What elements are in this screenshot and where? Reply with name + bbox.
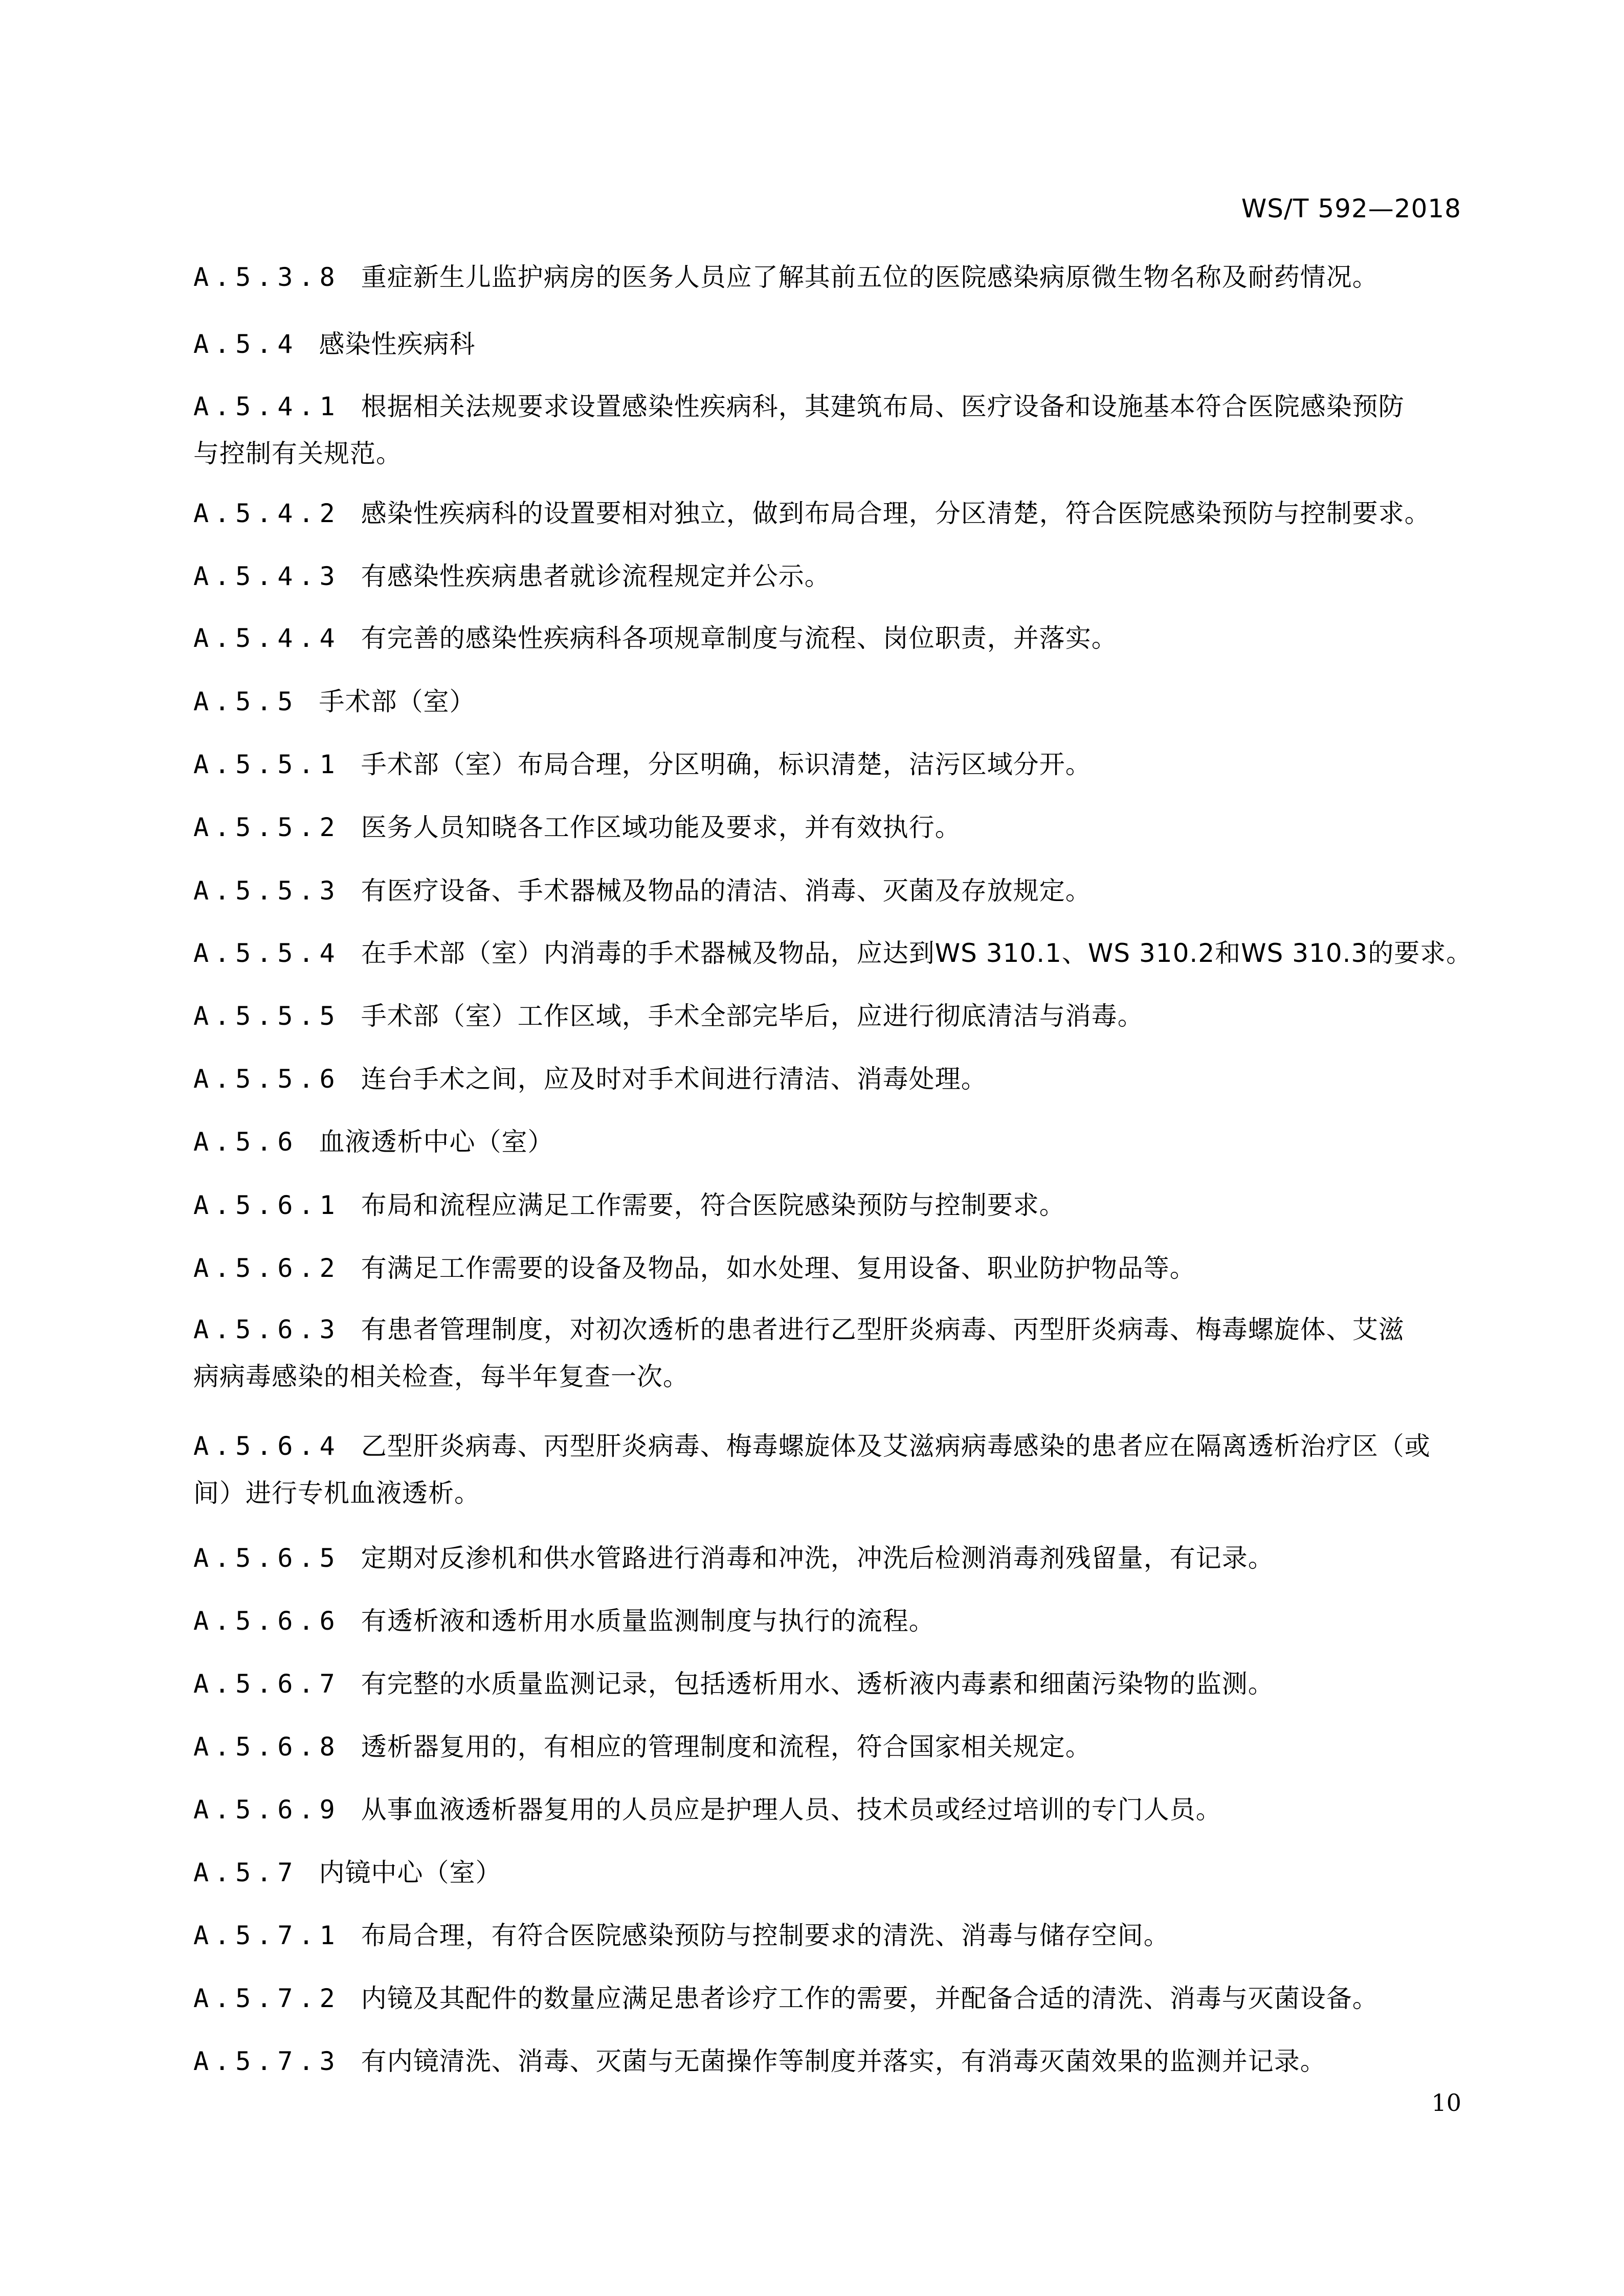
clause-a563 xyxy=(193,1306,1462,1400)
clause-text: 医务人员知晓各工作区域功能及要求，并有效执行。 xyxy=(361,813,961,842)
clause-number: A.5.5.4 xyxy=(193,938,341,968)
clause-number: A.5.6.9 xyxy=(193,1795,341,1825)
clause-a556 xyxy=(193,1055,1462,1102)
section-number: A.5.5 xyxy=(193,687,299,716)
clause-text: 有患者管理制度，对初次透析的患者进行乙型肝炎病毒、丙型肝炎病毒、梅毒螺旋体、艾滋 xyxy=(361,1315,1405,1344)
clause-number: A.5.7.3 xyxy=(193,2046,341,2076)
clause-text: 有完整的水质量监测记录，包括透析用水、透析液内毒素和细菌污染物的监测。 xyxy=(361,1669,1274,1699)
section-number: A.5.7 xyxy=(193,1858,299,1887)
section-heading-a54 xyxy=(193,321,1462,368)
section-heading-a56 xyxy=(193,1118,1462,1165)
clause-text: 有满足工作需要的设备及物品，如水处理、复用设备、职业防护物品等。 xyxy=(361,1253,1196,1283)
section-title: 血液透析中心（室） xyxy=(319,1127,554,1157)
clause-a569 xyxy=(193,1786,1462,1833)
clause-a567 xyxy=(193,1660,1462,1707)
clause-a565 xyxy=(193,1535,1462,1582)
clause-text: 内镜及其配件的数量应满足患者诊疗工作的需要，并配备合适的清洗、消毒与灭菌设备。 xyxy=(361,1984,1378,2013)
clause-text-continuation: 间）进行专机血液透析。 xyxy=(193,1478,480,1508)
clause-number: A.5.4.4 xyxy=(193,623,341,653)
section-heading-a55 xyxy=(193,678,1462,725)
clause-number: A.5.5.1 xyxy=(193,750,341,779)
clause-text: 乙型肝炎病毒、丙型肝炎病毒、梅毒螺旋体及艾滋病病毒感染的患者应在隔离透析治疗区（或 xyxy=(361,1431,1431,1461)
clause-number: A.5.4.2 xyxy=(193,499,341,528)
clause-number: A.5.5.2 xyxy=(193,813,341,842)
clause-text: 有透析液和透析用水质量监测制度与执行的流程。 xyxy=(361,1606,935,1636)
section-title: 感染性疾病科 xyxy=(319,329,476,359)
standard-code-header: WS/T 592—2018 xyxy=(1241,194,1461,223)
clause-number: A.5.6.1 xyxy=(193,1190,341,1220)
clause-a562 xyxy=(193,1245,1462,1292)
clause-a561 xyxy=(193,1182,1462,1229)
clause-text: 透析器复用的，有相应的管理制度和流程，符合国家相关规定。 xyxy=(361,1732,1092,1762)
clause-a542 xyxy=(193,490,1462,537)
clause-a573 xyxy=(193,2038,1462,2085)
clause-number: A.5.6.5 xyxy=(193,1543,341,1573)
clause-text: 布局和流程应满足工作需要，符合医院感染预防与控制要求。 xyxy=(361,1190,1065,1220)
clause-text: 有医疗设备、手术器械及物品的清洁、消毒、灭菌及存放规定。 xyxy=(361,876,1092,906)
clause-a553 xyxy=(193,867,1462,914)
clause-number: A.5.6.7 xyxy=(193,1669,341,1699)
clause-line-1 xyxy=(193,1306,1462,1353)
clause-a572 xyxy=(193,1975,1462,2022)
clause-number: A.5.5.6 xyxy=(193,1064,341,1094)
clause-a568 xyxy=(193,1723,1462,1770)
clause-number: A.5.4.1 xyxy=(193,392,341,421)
clause-a566 xyxy=(193,1597,1462,1645)
clause-line-1 xyxy=(193,383,1462,430)
clause-a555 xyxy=(193,993,1462,1040)
clause-line-1 xyxy=(193,1423,1462,1470)
clause-text: 定期对反渗机和供水管路进行消毒和冲洗，冲洗后检测消毒剂残留量，有记录。 xyxy=(361,1543,1274,1573)
clause-text: 从事血液透析器复用的人员应是护理人员、技术员或经过培训的专门人员。 xyxy=(361,1795,1222,1825)
clause-text-continuation: 病病毒感染的相关检查，每半年复查一次。 xyxy=(193,1362,689,1391)
clause-a543 xyxy=(193,553,1462,600)
clause-a538 xyxy=(193,254,1462,301)
clause-text: 布局合理，有符合医院感染预防与控制要求的清洗、消毒与储存空间。 xyxy=(361,1921,1170,1950)
section-heading-a57 xyxy=(193,1849,1462,1896)
clause-number: A.5.6.4 xyxy=(193,1431,341,1461)
section-title: 手术部（室） xyxy=(319,687,476,716)
clause-a552 xyxy=(193,804,1462,851)
section-number: A.5.6 xyxy=(193,1127,299,1157)
section-title: 内镜中心（室） xyxy=(319,1858,502,1887)
clause-number: A.5.3.8 xyxy=(193,262,341,292)
clause-text: 手术部（室）布局合理，分区明确，标识清楚，洁污区域分开。 xyxy=(361,750,1092,779)
clause-text: 手术部（室）工作区域，手术全部完毕后，应进行彻底清洁与消毒。 xyxy=(361,1001,1144,1031)
clause-number: A.5.6.3 xyxy=(193,1315,341,1344)
clause-number: A.5.4.3 xyxy=(193,561,341,591)
clause-number: A.5.7.1 xyxy=(193,1921,341,1950)
clause-a551 xyxy=(193,741,1462,788)
clause-text: 重症新生儿监护病房的医务人员应了解其前五位的医院感染病原微生物名称及耐药情况。 xyxy=(361,262,1378,292)
clause-number: A.5.5.3 xyxy=(193,876,341,906)
clause-text: 有完善的感染性疾病科各项规章制度与流程、岗位职责，并落实。 xyxy=(361,623,1118,653)
clause-number: A.5.6.2 xyxy=(193,1253,341,1283)
section-number: A.5.4 xyxy=(193,329,299,359)
clause-number: A.5.7.2 xyxy=(193,1984,341,2013)
clause-a541 xyxy=(193,383,1462,477)
clause-a544 xyxy=(193,615,1462,662)
clause-text-continuation: 与控制有关规范。 xyxy=(193,439,402,468)
clause-number: A.5.6.8 xyxy=(193,1732,341,1762)
page-number: 10 xyxy=(1431,2089,1461,2117)
clause-text: 连台手术之间，应及时对手术间进行清洁、消毒处理。 xyxy=(361,1064,987,1094)
clause-text: 有感染性疾病患者就诊流程规定并公示。 xyxy=(361,561,831,591)
clause-text: 在手术部（室）内消毒的手术器械及物品，应达到WS 310.1、WS 310.2和WS 310.3的要求。 xyxy=(361,938,1473,968)
clause-text: 有内镜清洗、消毒、灭菌与无菌操作等制度并落实，有消毒灭菌效果的监测并记录。 xyxy=(361,2046,1326,2076)
clause-text: 根据相关法规要求设置感染性疾病科，其建筑布局、医疗设备和设施基本符合医院感染预防 xyxy=(361,392,1405,421)
clause-text: 感染性疾病科的设置要相对独立，做到布局合理，分区清楚，符合医院感染预防与控制要求。 xyxy=(361,499,1431,528)
clause-a554 xyxy=(193,930,1473,977)
clause-number: A.5.5.5 xyxy=(193,1001,341,1031)
clause-number: A.5.6.6 xyxy=(193,1606,341,1636)
clause-a571 xyxy=(193,1912,1462,1959)
clause-a564 xyxy=(193,1423,1462,1517)
